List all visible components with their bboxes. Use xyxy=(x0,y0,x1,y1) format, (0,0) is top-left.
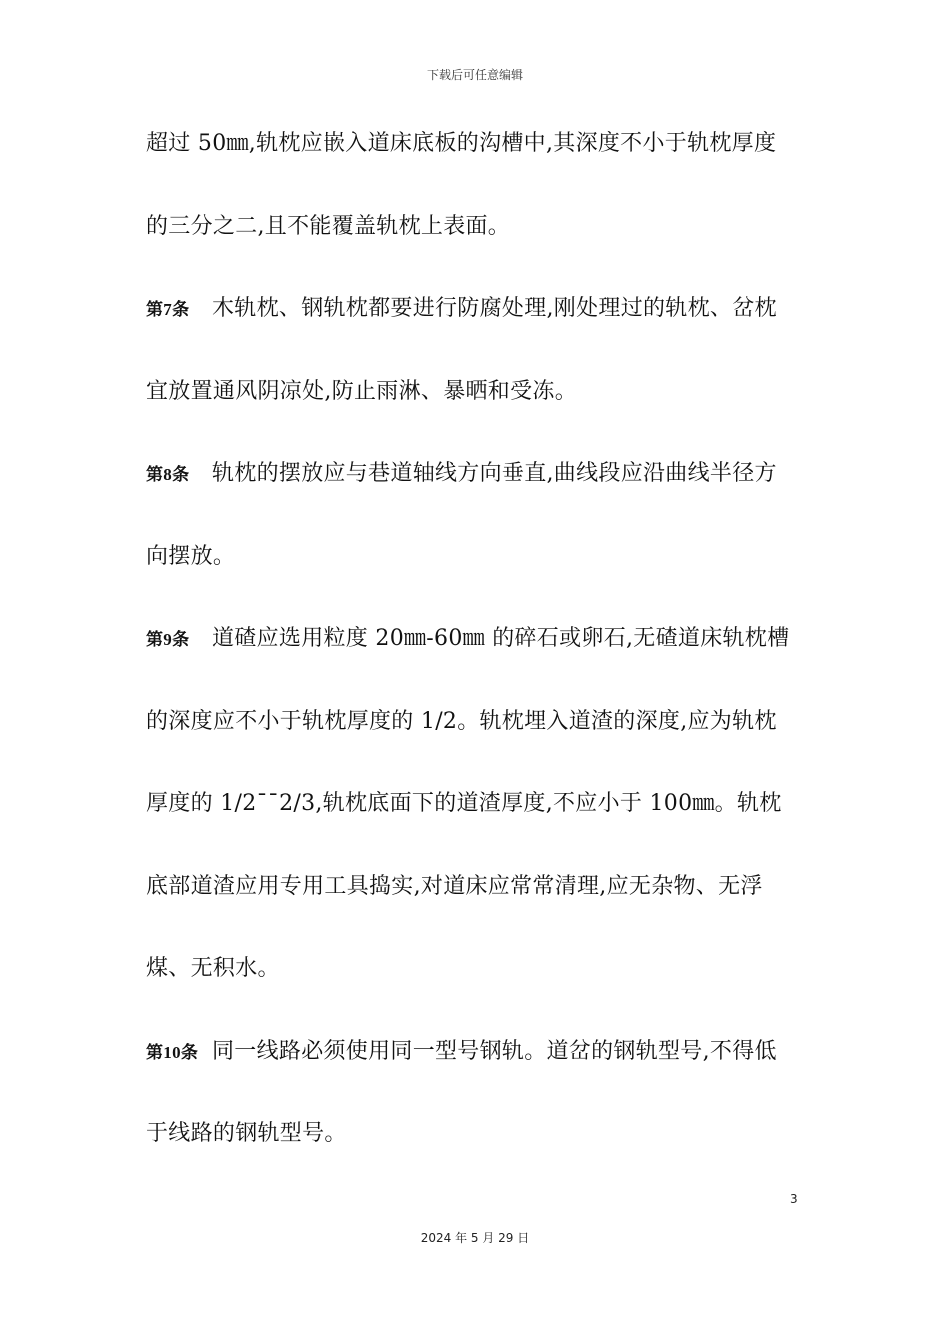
line-text: 厚度的 1/2¯¯2/3,轨枕底面下的道渣厚度,不应小于 100㎜。轨枕 xyxy=(146,791,782,816)
line-text: 于线路的钢轨型号。 xyxy=(146,1121,347,1146)
line-text: 同一线路必须使用同一型号钢轨。道岔的钢轨型号,不得低 xyxy=(212,1038,777,1064)
text-line xyxy=(146,698,806,781)
line-text: 的三分之二,且不能覆盖轨枕上表面。 xyxy=(146,213,511,239)
page-number: 3 xyxy=(790,1192,798,1206)
header-note: 下载后可任意编辑 xyxy=(426,68,523,82)
text-line xyxy=(146,780,806,863)
article-number: 第8条 xyxy=(146,465,190,484)
line-text: 木轨枕、钢轨枕都要进行防腐处理,刚处理过的轨枕、岔枕 xyxy=(212,296,777,321)
line-text: 向摆放。 xyxy=(146,543,236,569)
line-text: 煤、无积水。 xyxy=(146,956,280,981)
line-text: 宜放置通风阴凉处,防止雨淋、暴晒和受冻。 xyxy=(146,378,577,404)
line-text: 超过 50㎜,轨枕应嵌入道床底板的沟槽中,其深度不小于轨枕厚度 xyxy=(146,131,777,156)
article-line xyxy=(146,615,806,698)
article-line xyxy=(146,450,806,533)
line-text: 底部道渣应用专用工具捣实,对道床应常常清理,应无杂物、无浮 xyxy=(146,873,763,899)
body-text xyxy=(146,120,806,1193)
line-text: 道碴应选用粒度 20㎜-60㎜ 的碎石或卵石,无碴道床轨枕槽 xyxy=(212,626,790,651)
text-line xyxy=(146,368,806,451)
text-line xyxy=(146,863,806,946)
article-line xyxy=(146,1028,806,1111)
text-line xyxy=(146,945,806,1028)
text-line xyxy=(146,120,806,203)
article-number: 第7条 xyxy=(146,300,190,319)
text-line xyxy=(146,203,806,286)
text-line xyxy=(146,1110,806,1193)
article-number: 第10条 xyxy=(146,1042,199,1062)
line-text: 轨枕的摆放应与巷道轴线方向垂直,曲线段应沿曲线半径方 xyxy=(212,461,777,486)
text-line xyxy=(146,533,806,616)
line-text: 的深度应不小于轨枕厚度的 1/2。轨枕埋入道渣的深度,应为轨枕 xyxy=(146,708,777,734)
article-number: 第9条 xyxy=(146,630,190,649)
footer-date: 2024 年 5 月 29 日 xyxy=(420,1231,530,1245)
article-line xyxy=(146,285,806,368)
